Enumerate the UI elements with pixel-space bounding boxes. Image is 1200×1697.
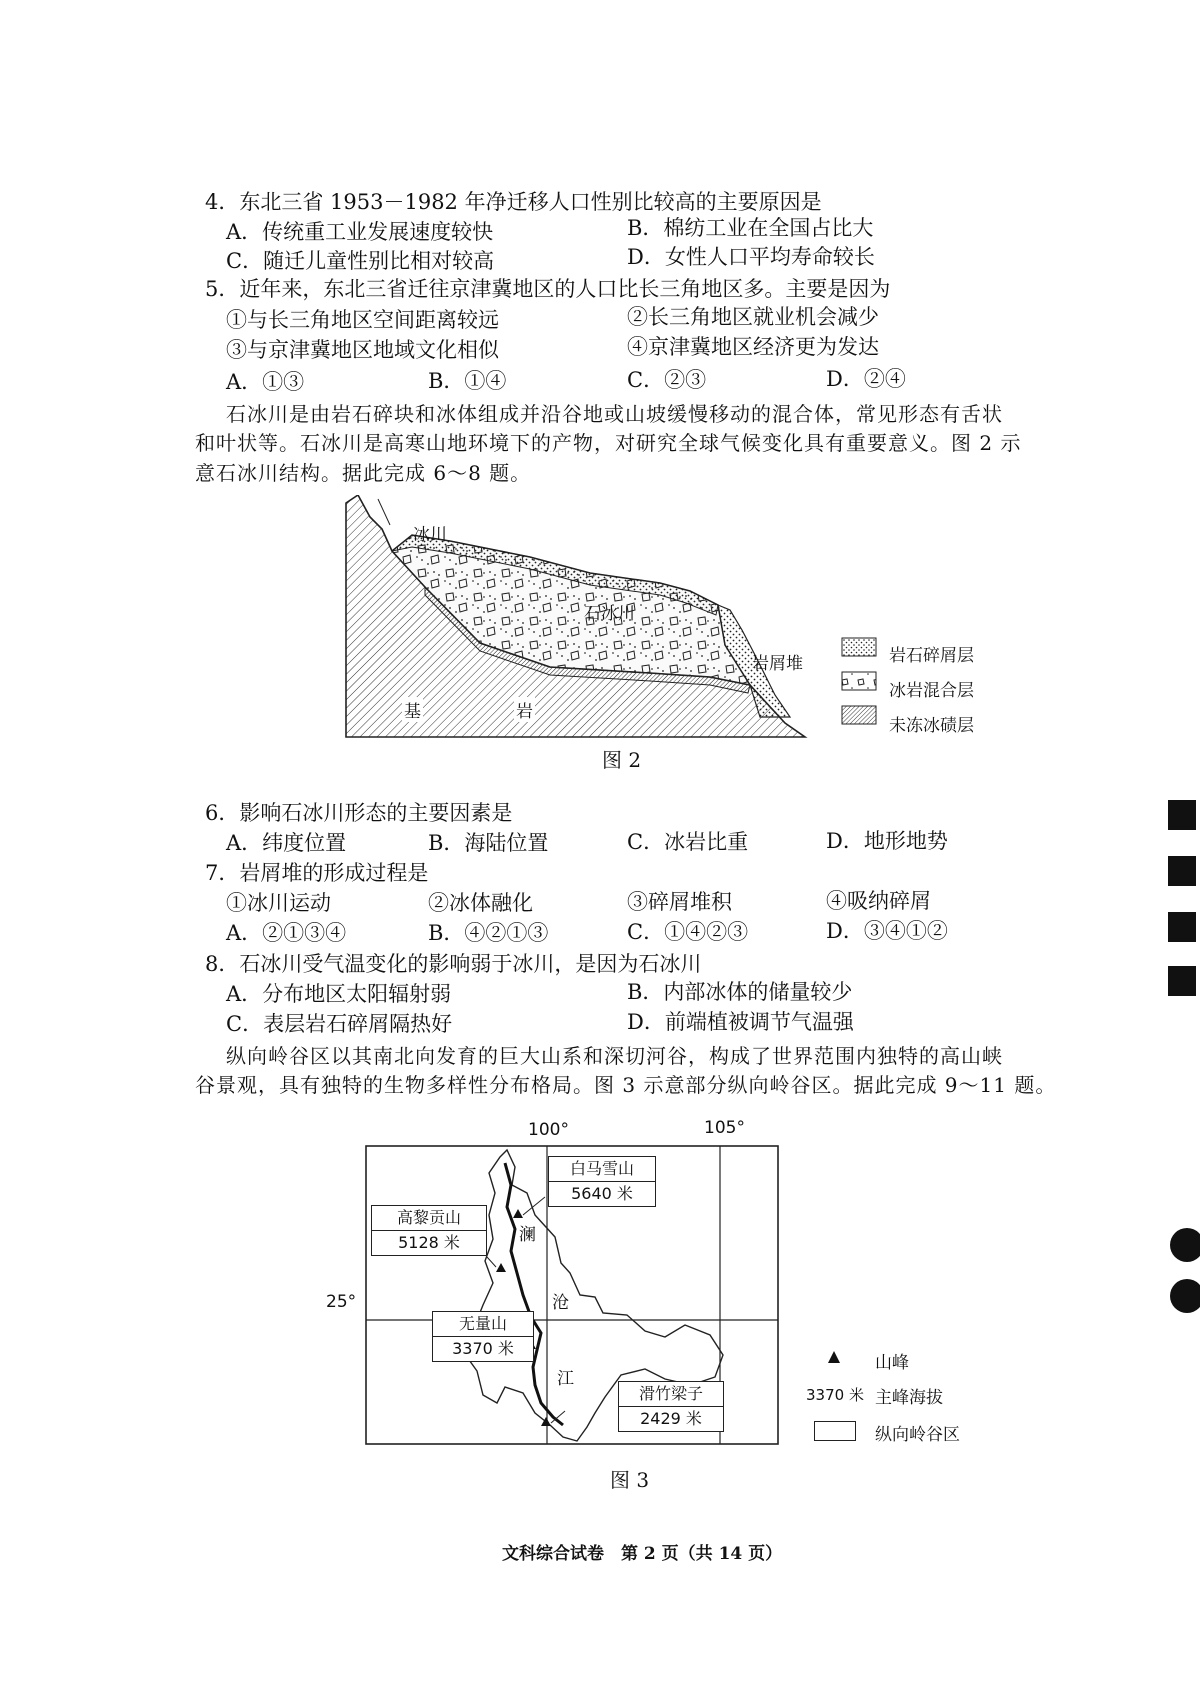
fig2-legend-unfrozen-moraine-layer: 未冻冰碛层 <box>889 716 974 736</box>
fig2-label-bedrock-2: 岩 <box>514 697 535 722</box>
fig3-latitude-25: 25° <box>326 1292 357 1312</box>
q4-option-b: B．棉纺工业在全国占比大 <box>627 216 874 240</box>
fig3-peak-baima-altitude: 5640 米 <box>549 1181 655 1206</box>
registration-mark <box>1168 912 1196 942</box>
passage1-line2: 和叶状等。石冰川是高寒山地环境下的产物，对研究全球气候变化具有重要意义。图 2 示 <box>195 431 1022 455</box>
fig3-peak-baima <box>548 1156 656 1207</box>
q6-option-a: A．纬度位置 <box>226 831 347 855</box>
q8-option-b: B．内部冰体的储量较少 <box>627 980 853 1004</box>
registration-dot <box>1170 1279 1200 1313</box>
fig3-peak-wuliang-name: 无量山 <box>458 1314 507 1333</box>
fig3-peak-gaoligong <box>371 1205 487 1256</box>
q7-statement-1: ①冰川运动 <box>226 891 331 915</box>
q5-statement-4: ④京津冀地区经济更为发达 <box>627 335 879 359</box>
q5-option-c: C．②③ <box>627 368 707 392</box>
fig2-legend-swatches <box>840 636 880 726</box>
registration-mark <box>1168 800 1196 830</box>
passage1-line3: 意石冰川结构。据此完成 6～8 题。 <box>195 461 532 485</box>
fig3-peak-wuliang-altitude: 3370 米 <box>433 1336 533 1361</box>
registration-mark <box>1168 856 1196 886</box>
fig2-label-talus: 岩屑堆 <box>752 654 803 674</box>
fig3-legend-region: 纵向岭谷区 <box>875 1425 960 1445</box>
q4-option-c: C．随迁儿童性别比相对较高 <box>226 249 495 273</box>
fig3-caption: 图 3 <box>610 1468 650 1492</box>
q6-stem: 6．影响石冰川形态的主要因素是 <box>205 801 513 825</box>
fig3-river-label-2: 沧 <box>552 1293 569 1313</box>
q4-stem: 4．东北三省 1953－1982 年净迁移人口性别比较高的主要原因是 <box>205 190 822 214</box>
fig2-label-rock-glacier: 石冰川 <box>584 604 635 624</box>
q7-statement-4: ④吸纳碎屑 <box>826 889 931 913</box>
q5-option-b: B．①④ <box>428 369 507 393</box>
passage1-line1: 石冰川是由岩石碎块和冰体组成并沿谷地或山坡缓慢移动的混合体，常见形态有舌状 <box>226 402 1003 426</box>
q8-option-c: C．表层岩石碎屑隔热好 <box>226 1012 453 1036</box>
fig3-legend-altitude: 主峰海拔 <box>875 1388 943 1408</box>
page-footer: 文科综合试卷 第 2 页（共 14 页） <box>502 1544 783 1564</box>
fig3-longitude-105: 105° <box>704 1118 745 1138</box>
q4-option-d: D．女性人口平均寿命较长 <box>627 245 875 269</box>
fig2-label-glacier: 冰川 <box>413 525 447 545</box>
fig3-peak-huazhuliangzi <box>618 1381 724 1432</box>
q7-option-b: B．④②①③ <box>428 921 549 945</box>
fig3-peak-wuliang <box>432 1311 534 1362</box>
registration-mark <box>1168 966 1196 996</box>
q8-stem: 8．石冰川受气温变化的影响弱于冰川，是因为石冰川 <box>205 952 702 976</box>
registration-dot <box>1170 1228 1200 1262</box>
q4-option-a: A．传统重工业发展速度较快 <box>226 220 494 244</box>
fig2-legend-ice-rock-layer: 冰岩混合层 <box>889 681 974 701</box>
q7-statement-2: ②冰体融化 <box>428 891 533 915</box>
passage2-line1: 纵向岭谷区以其南北向发育的巨大山系和深切河谷，构成了世界范围内独特的高山峡 <box>226 1044 1003 1068</box>
q7-statement-3: ③碎屑堆积 <box>627 890 732 914</box>
q6-option-d: D．地形地势 <box>826 829 948 853</box>
q6-option-b: B．海陆位置 <box>428 831 549 855</box>
fig3-legend-region-swatch <box>814 1421 856 1441</box>
fig3-peak-gaoligong-altitude: 5128 米 <box>372 1230 486 1255</box>
peak-triangle-icon <box>827 1350 841 1364</box>
q7-option-d: D．③④①② <box>826 919 948 943</box>
q5-option-d: D．②④ <box>826 367 906 391</box>
q5-statement-1: ①与长三角地区空间距离较远 <box>226 308 499 332</box>
q6-option-c: C．冰岩比重 <box>627 830 749 854</box>
q5-statement-2: ②长三角地区就业机会减少 <box>627 305 879 329</box>
passage2-line2: 谷景观，具有独特的生物多样性分布格局。图 3 示意部分纵向岭谷区。据此完成 9～11 题。 <box>195 1073 1057 1097</box>
fig2-label-bedrock-1: 基 <box>402 697 423 722</box>
fig3-peak-gaoligong-name: 高黎贡山 <box>396 1208 461 1227</box>
fig3-river-label-3: 江 <box>557 1369 574 1389</box>
q5-statement-3: ③与京津冀地区地域文化相似 <box>226 338 499 362</box>
fig3-longitude-100: 100° <box>528 1120 569 1140</box>
q7-option-c: C．①④②③ <box>627 920 749 944</box>
q8-option-d: D．前端植被调节气温强 <box>627 1010 854 1034</box>
fig3-legend-peak: 山峰 <box>875 1353 909 1373</box>
fig2-caption: 图 2 <box>602 748 642 772</box>
q8-option-a: A．分布地区太阳辐射弱 <box>226 982 452 1006</box>
q5-option-a: A．①③ <box>226 370 305 394</box>
q5-stem: 5．近年来，东北三省迁往京津冀地区的人口比长三角地区多。主要是因为 <box>205 277 891 301</box>
fig2-legend-debris-layer: 岩石碎屑层 <box>889 646 974 666</box>
fig3-peak-huazhuliangzi-name: 滑竹梁子 <box>638 1384 703 1403</box>
fig3-peak-huazhuliangzi-altitude: 2429 米 <box>619 1406 723 1431</box>
fig3-peak-baima-name: 白马雪山 <box>569 1159 634 1178</box>
fig3-river-label-1: 澜 <box>519 1225 536 1245</box>
q7-option-a: A．②①③④ <box>226 921 347 945</box>
q7-stem: 7．岩屑堆的形成过程是 <box>205 861 429 885</box>
fig3-legend-altitude-sample: 3370 米 <box>806 1386 864 1404</box>
